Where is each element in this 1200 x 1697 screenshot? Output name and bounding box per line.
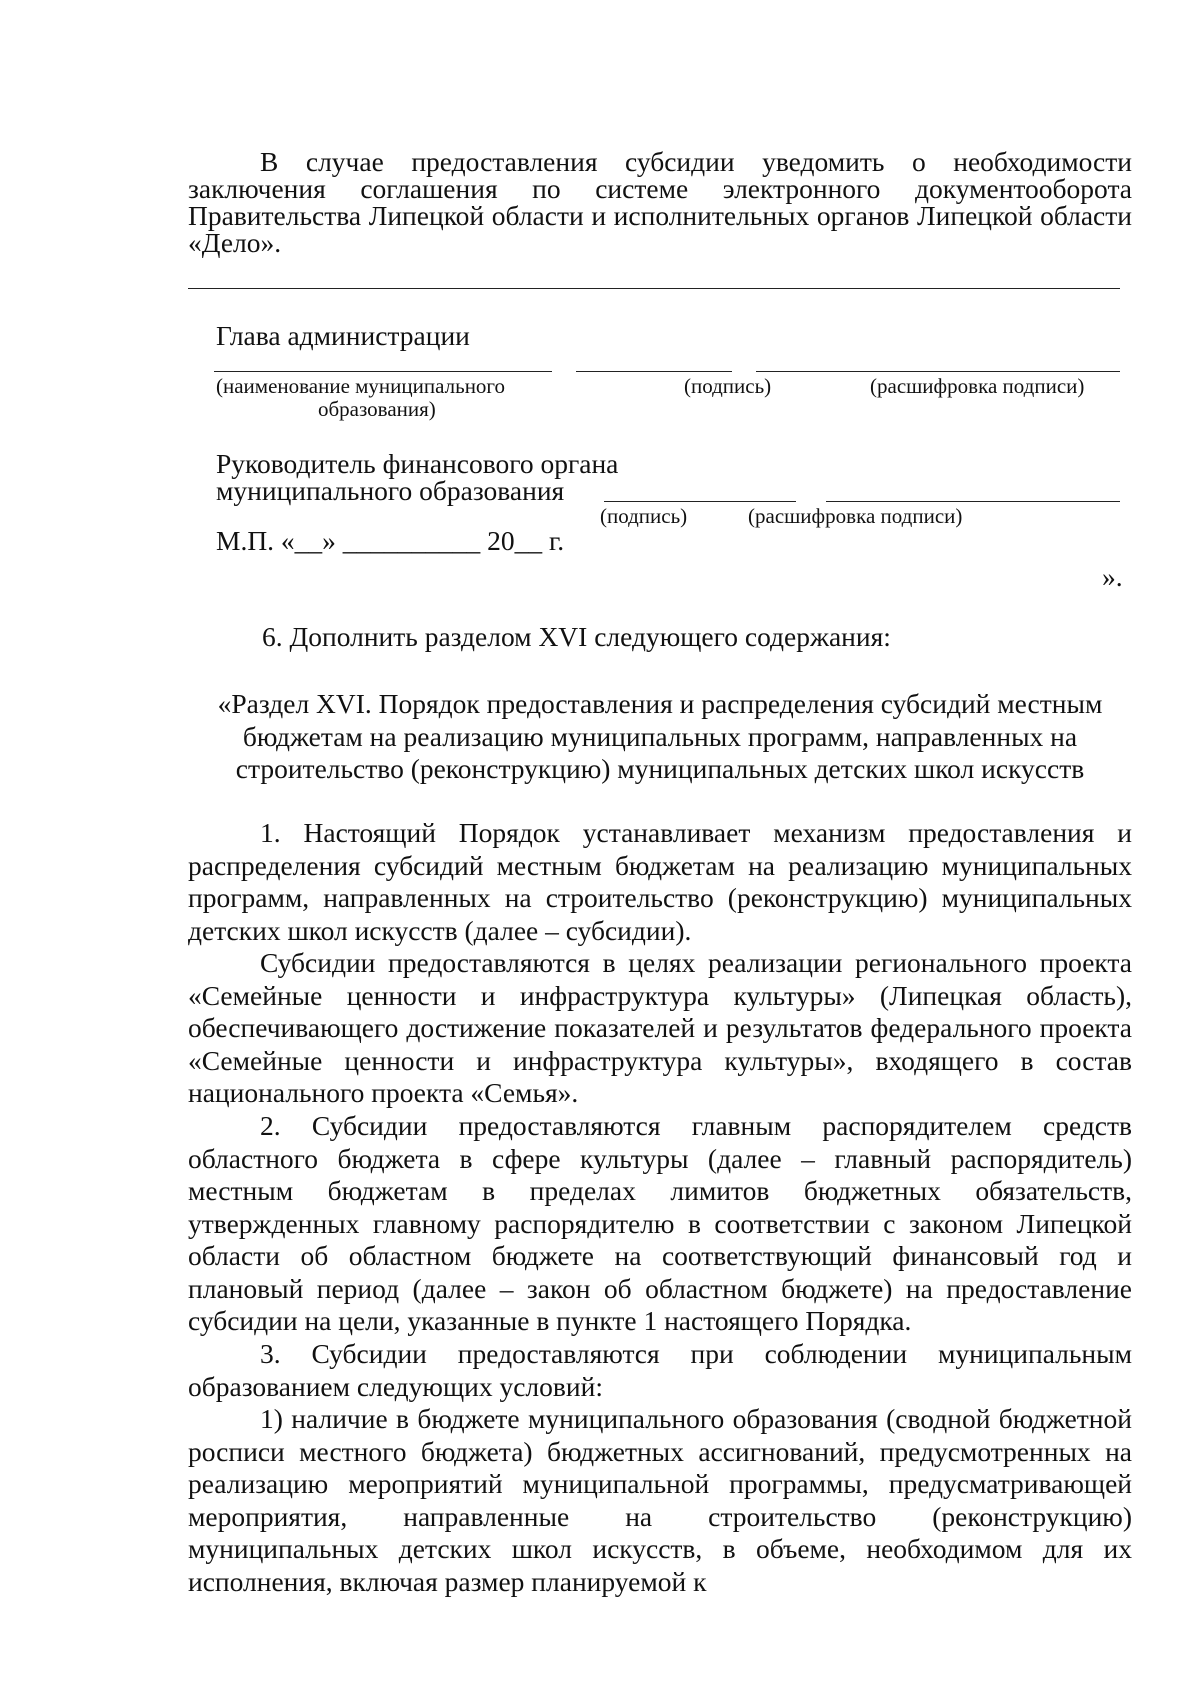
closing-quote: ».	[1102, 561, 1123, 592]
finance-head-line1: Руководитель финансового органа	[216, 448, 619, 479]
caption-decoding-1: (расшифровка подписи)	[870, 374, 1085, 398]
signature-decoding-line-1	[756, 371, 1120, 372]
paragraph-4: 3. Субсидии предоставляются при соблюдении муниципальным образованием следующих условий:	[188, 1338, 1132, 1402]
finance-head-line2: муниципального образования	[216, 475, 565, 506]
separator-rule	[188, 288, 1120, 289]
signature-decoding-line-2	[826, 501, 1120, 502]
paragraph-1: 1. Настоящий Порядок устанавливает механизм предоставления и распределения субсидий местным бюджетам на реализацию муниципальных программ, направленных на строительство (реконструкцию) муниципальных детских школ искусств (далее – субсидии).	[188, 817, 1132, 946]
head-title: Глава администрации	[216, 320, 470, 351]
caption-decoding-2: (расшифровка подписи)	[748, 504, 963, 528]
caption-municipality-line1: (наименование муниципального	[216, 374, 506, 398]
section-heading: «Раздел XVI. Порядок предоставления и распределения субсидий местным бюджетам на реализацию муниципальных программ, направленных на строительство (реконструкцию) муниципальных детских школ искусств	[217, 688, 1103, 784]
paragraph-5: 1) наличие в бюджете муниципального образования (сводной бюджетной росписи местного бюджета) бюджетных ассигнований, предусмотренных на реализацию мероприятий муниципальной программы, предусматривающей мероприятия, направленные на строительство (реконструкцию) муниципальных детских школ искусств, в объеме, необходимом для их исполнения, включая размер планируемой к	[188, 1403, 1132, 1597]
paragraph-3: 2. Субсидии предоставляются главным распорядителем средств областного бюджета в сфере культуры (далее – главный распорядитель) местным бюджетам в пределах лимитов бюджетных обязательств, утвержденных главному распорядителю в соответствии с законом Липецкой области об областном бюджете на соответствующий финансовый год и плановый период (далее – закон об областном бюджете) на предоставление субсидии на цели, указанные в пункте 1 настоящего Порядка.	[188, 1110, 1132, 1336]
caption-municipality-line2: образования)	[318, 397, 436, 421]
municipality-name-line	[214, 371, 552, 372]
stamp-date-line: М.П. «__» __________ 20__ г.	[216, 525, 565, 556]
paragraph-2: Субсидии предоставляются в целях реализации регионального проекта «Семейные ценности и инфраструктура культуры» (Липецкая область), обеспечивающего достижение показателей и результатов федерального проекта «Семейные ценности и инфраструктура культуры», входящего в состав национального проекта «Семья».	[188, 947, 1132, 1108]
notice-paragraph: В случае предоставления субсидии уведомить о необходимости заключения соглашения по системе электронного документооборота Правительства Липецкой области и исполнительных органов Липецкой области «Дело».	[188, 146, 1132, 258]
item-6: 6. Дополнить разделом XVI следующего содержания:	[262, 621, 891, 652]
caption-signature-1: (подпись)	[684, 374, 772, 398]
signature-line-2	[604, 501, 796, 502]
signature-line-1	[576, 371, 732, 372]
caption-signature-2: (подпись)	[600, 504, 688, 528]
